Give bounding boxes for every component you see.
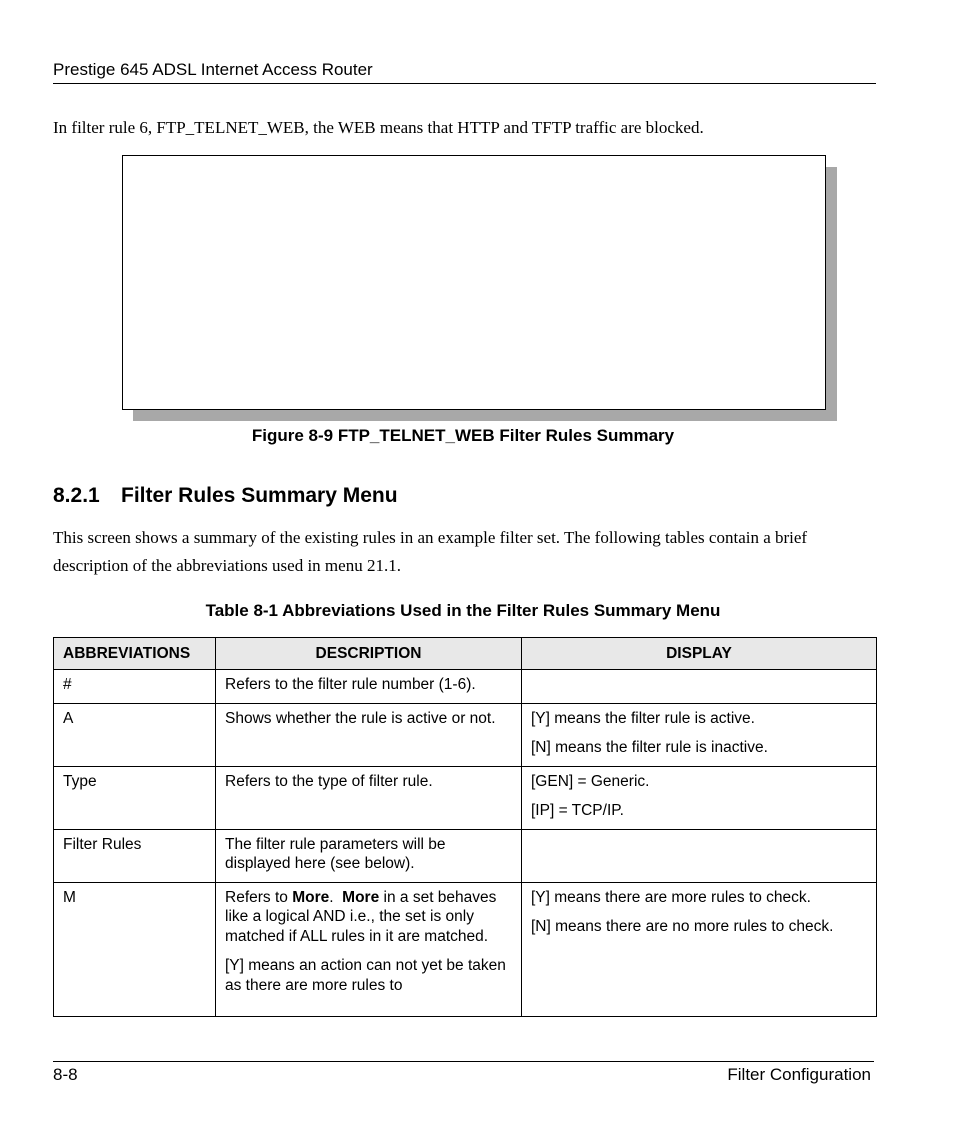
table-row — [54, 829, 877, 882]
cell-display — [522, 766, 877, 829]
section-heading — [53, 484, 398, 508]
page-header-title: Prestige 645 ADSL Internet Access Router — [53, 60, 373, 79]
display-line: [Y] means the filter rule is active. — [531, 709, 755, 727]
page-number: 8-8 — [53, 1065, 78, 1084]
description-paragraph: Refers to More. More in a set behaves like a logical AND i.e., the set is only matched if ALL rules in it are matched. — [225, 888, 497, 945]
cell-display — [522, 703, 877, 766]
section-paragraph: This screen shows a summary of the existing rules in an example filter set. The following tables contain a brief description of the abbreviations used in menu 21.1. — [53, 528, 808, 575]
cell-description: The filter rule parameters will be displayed here (see below). — [216, 829, 522, 882]
table-caption: Table 8-1 Abbreviations Used in the Filter Rules Summary Menu — [205, 601, 721, 620]
intro-paragraph: In filter rule 6, FTP_TELNET_WEB, the WEB means that HTTP and TFTP traffic are blocked. — [53, 118, 704, 137]
column-header-description: DESCRIPTION — [216, 638, 522, 670]
cell-display — [522, 829, 877, 882]
cell-display — [522, 670, 877, 704]
table-header-row — [54, 638, 877, 670]
table-row — [54, 882, 877, 1016]
figure-screen-placeholder — [122, 155, 826, 410]
column-header-abbreviations: ABBREVIATIONS — [54, 638, 216, 670]
table-row — [54, 703, 877, 766]
figure-caption: Figure 8-9 FTP_TELNET_WEB Filter Rules Summary — [251, 426, 675, 445]
footer-divider — [53, 1061, 874, 1062]
cell-abbreviation: M — [54, 882, 216, 1016]
table-row — [54, 670, 877, 704]
cell-abbreviation: A — [54, 703, 216, 766]
chapter-name: Filter Configuration — [727, 1065, 871, 1084]
abbreviations-table — [53, 637, 877, 1017]
description-paragraph: [Y] means an action can not yet be taken as there are more rules to — [225, 957, 506, 994]
cell-description — [216, 882, 522, 1016]
display-line: [N] means there are no more rules to check. — [531, 918, 834, 935]
display-line: [IP] = TCP/IP. — [531, 802, 624, 819]
cell-display — [522, 882, 877, 1016]
display-line: [GEN] = Generic. — [531, 772, 650, 790]
cell-description: Refers to the type of filter rule. — [216, 766, 522, 829]
column-header-display: DISPLAY — [522, 638, 877, 670]
table-row — [54, 766, 877, 829]
cell-abbreviation: # — [54, 670, 216, 704]
display-line: [N] means the filter rule is inactive. — [531, 739, 768, 756]
section-number: 8.2.1 — [53, 484, 100, 507]
cell-abbreviation: Type — [54, 766, 216, 829]
section-title: Filter Rules Summary Menu — [121, 484, 398, 507]
cell-abbreviation: Filter Rules — [54, 829, 216, 882]
cell-description: Refers to the filter rule number (1-6). — [216, 670, 522, 704]
cell-description: Shows whether the rule is active or not. — [216, 703, 522, 766]
header-divider — [53, 83, 876, 84]
display-line: [Y] means there are more rules to check. — [531, 888, 811, 906]
